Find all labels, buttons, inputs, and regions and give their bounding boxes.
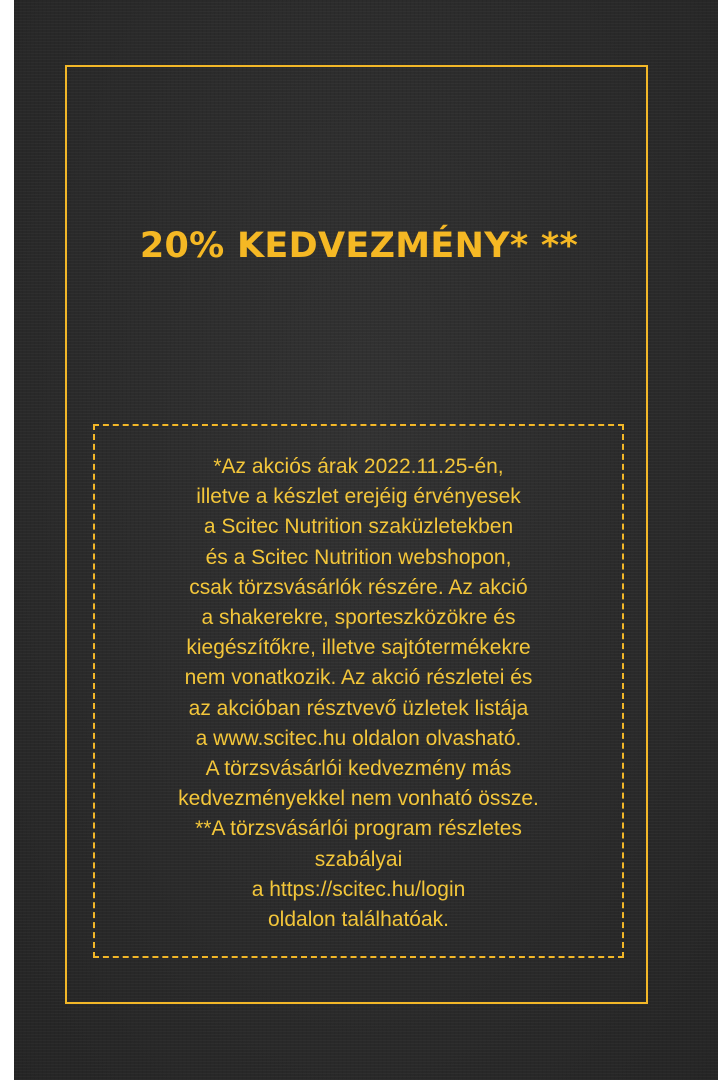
disclaimer-line: **A törzsvásárlói program részletes <box>195 817 522 841</box>
disclaimer-line: kiegészítőkre, illetve sajtótermékekre <box>186 636 531 660</box>
disclaimer-line: illetve a készlet erejéig érvényesek <box>196 485 521 509</box>
disclaimer-line: nem vonatkozik. Az akció részletei és <box>184 666 533 690</box>
disclaimer-line: oldalon találhatóak. <box>268 908 449 932</box>
disclaimer-line: az akcióban résztvevő üzletek listája <box>188 696 529 720</box>
disclaimer-line-login-url: a https://scitec.hu/login <box>251 877 466 901</box>
disclaimer-line: A törzsvásárlói kedvezmény más <box>205 757 512 781</box>
disclaimer-line: a Scitec Nutrition szaküzletekben <box>203 515 514 539</box>
disclaimer-line: csak törzsvásárlók részére. Az akció <box>189 575 528 599</box>
disclaimer-line: és a Scitec Nutrition webshopon, <box>205 545 512 569</box>
disclaimer-line: szabályai <box>314 847 403 871</box>
disclaimer-line-website: a www.scitec.hu oldalon olvasható. <box>195 726 522 750</box>
discount-headline: 20% KEDVEZMÉNY* ** <box>139 226 579 266</box>
disclaimer-line: a shakerekre, sporteszközökre és <box>201 606 516 630</box>
disclaimer-line: kedvezményekkel nem vonható össze. <box>178 787 539 811</box>
disclaimer-text <box>93 452 624 935</box>
disclaimer-line: *Az akciós árak 2022.11.25-én, <box>213 455 504 478</box>
